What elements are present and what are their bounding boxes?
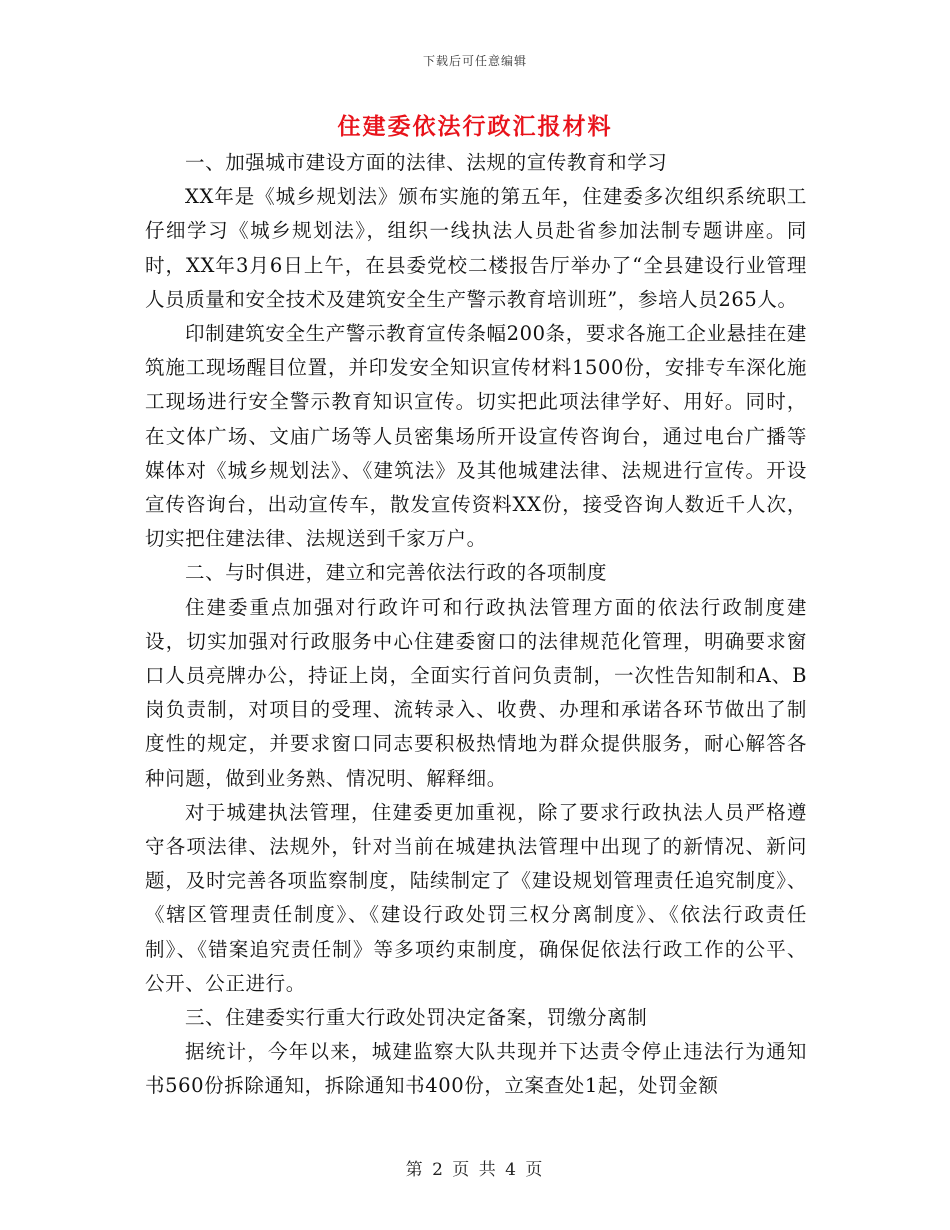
paragraph-4: 对于城建执法管理，住建委更加重视，除了要求行政执法人员严格遵守各项法律、法规外，针对当前在城建执法管理中出现了的新情况、新问题，及时完善各项监察制度，陆续制定了《建设规划管理责任追究制度》、《辖区管理责任制度》、《建设行政处罚三权分离制度》、《依法行政责任制》、《错案追究责任制》等多项约束制度，确保促依法行政工作的公平、公开、公正进行。 (145, 800, 807, 995)
section-heading-1: 一、加强城市建设方面的法律、法规的宣传教育和学习 (185, 151, 668, 174)
page-number-footer: 第 2 页 共 4 页 (405, 1160, 545, 1180)
paragraph-5: 据统计，今年以来，城建监察大队共现并下达责令停止违法行为通知书560份拆除通知，拆除通知书400份，立案查处1起，处罚金额 (145, 1040, 807, 1098)
paragraph-2: 印制建筑安全生产警示教育宣传条幅200条，要求各施工企业悬挂在建筑施工现场醒目位置，并印发安全知识宣传材料1500份，安排专车深化施工现场进行安全警示教育知识宣传。切实把此项法律学好、用好。同时，在文体广场、文庙广场等人员密集场所开设宣传咨询台，通过电台广播等媒体对《城乡规划法》、《建筑法》及其他城建法律、法规进行宣传。开设宣传咨询台，出动宣传车，散发宣传资料XX份，接受咨询人数近千人次，切实把住建法律、法规送到千家万户。 (145, 322, 807, 551)
document-title: 住建委依法行政汇报材料 (337, 113, 613, 140)
document-body (145, 146, 807, 1104)
paragraph-1: XX年是《城乡规划法》颁布实施的第五年，住建委多次组织系统职工仔细学习《城乡规划法》，组织一线执法人员赴省参加法制专题讲座。同时，XX年3月6日上午，在县委党校二楼报告厅举办了“全县建设行业管理人员质量和安全技术及建筑安全生产警示教育培训班”，参培人员265人。 (145, 185, 807, 311)
section-heading-2: 二、与时俱进，建立和完善依法行政的各项制度 (185, 561, 608, 585)
header-note: 下载后可任意编辑 (422, 54, 527, 68)
section-heading-3: 三、住建委实行重大行政处罚决定备案，罚缴分离制 (185, 1006, 648, 1030)
paragraph-3: 住建委重点加强对行政许可和行政执法管理方面的依法行政制度建设，切实加强对行政服务中心住建委窗口的法律规范化管理，明确要求窗口人员亮牌办公，持证上岗，全面实行首问负责制，一次性告知制和A、B岗负责制，对项目的受理、流转录入、收费、办理和承诺各环节做出了制度性的规定，并要求窗口同志要积极热情地为群众提供服务，耐心解答各种问题，做到业务熟、情况明、解释细。 (145, 595, 807, 790)
